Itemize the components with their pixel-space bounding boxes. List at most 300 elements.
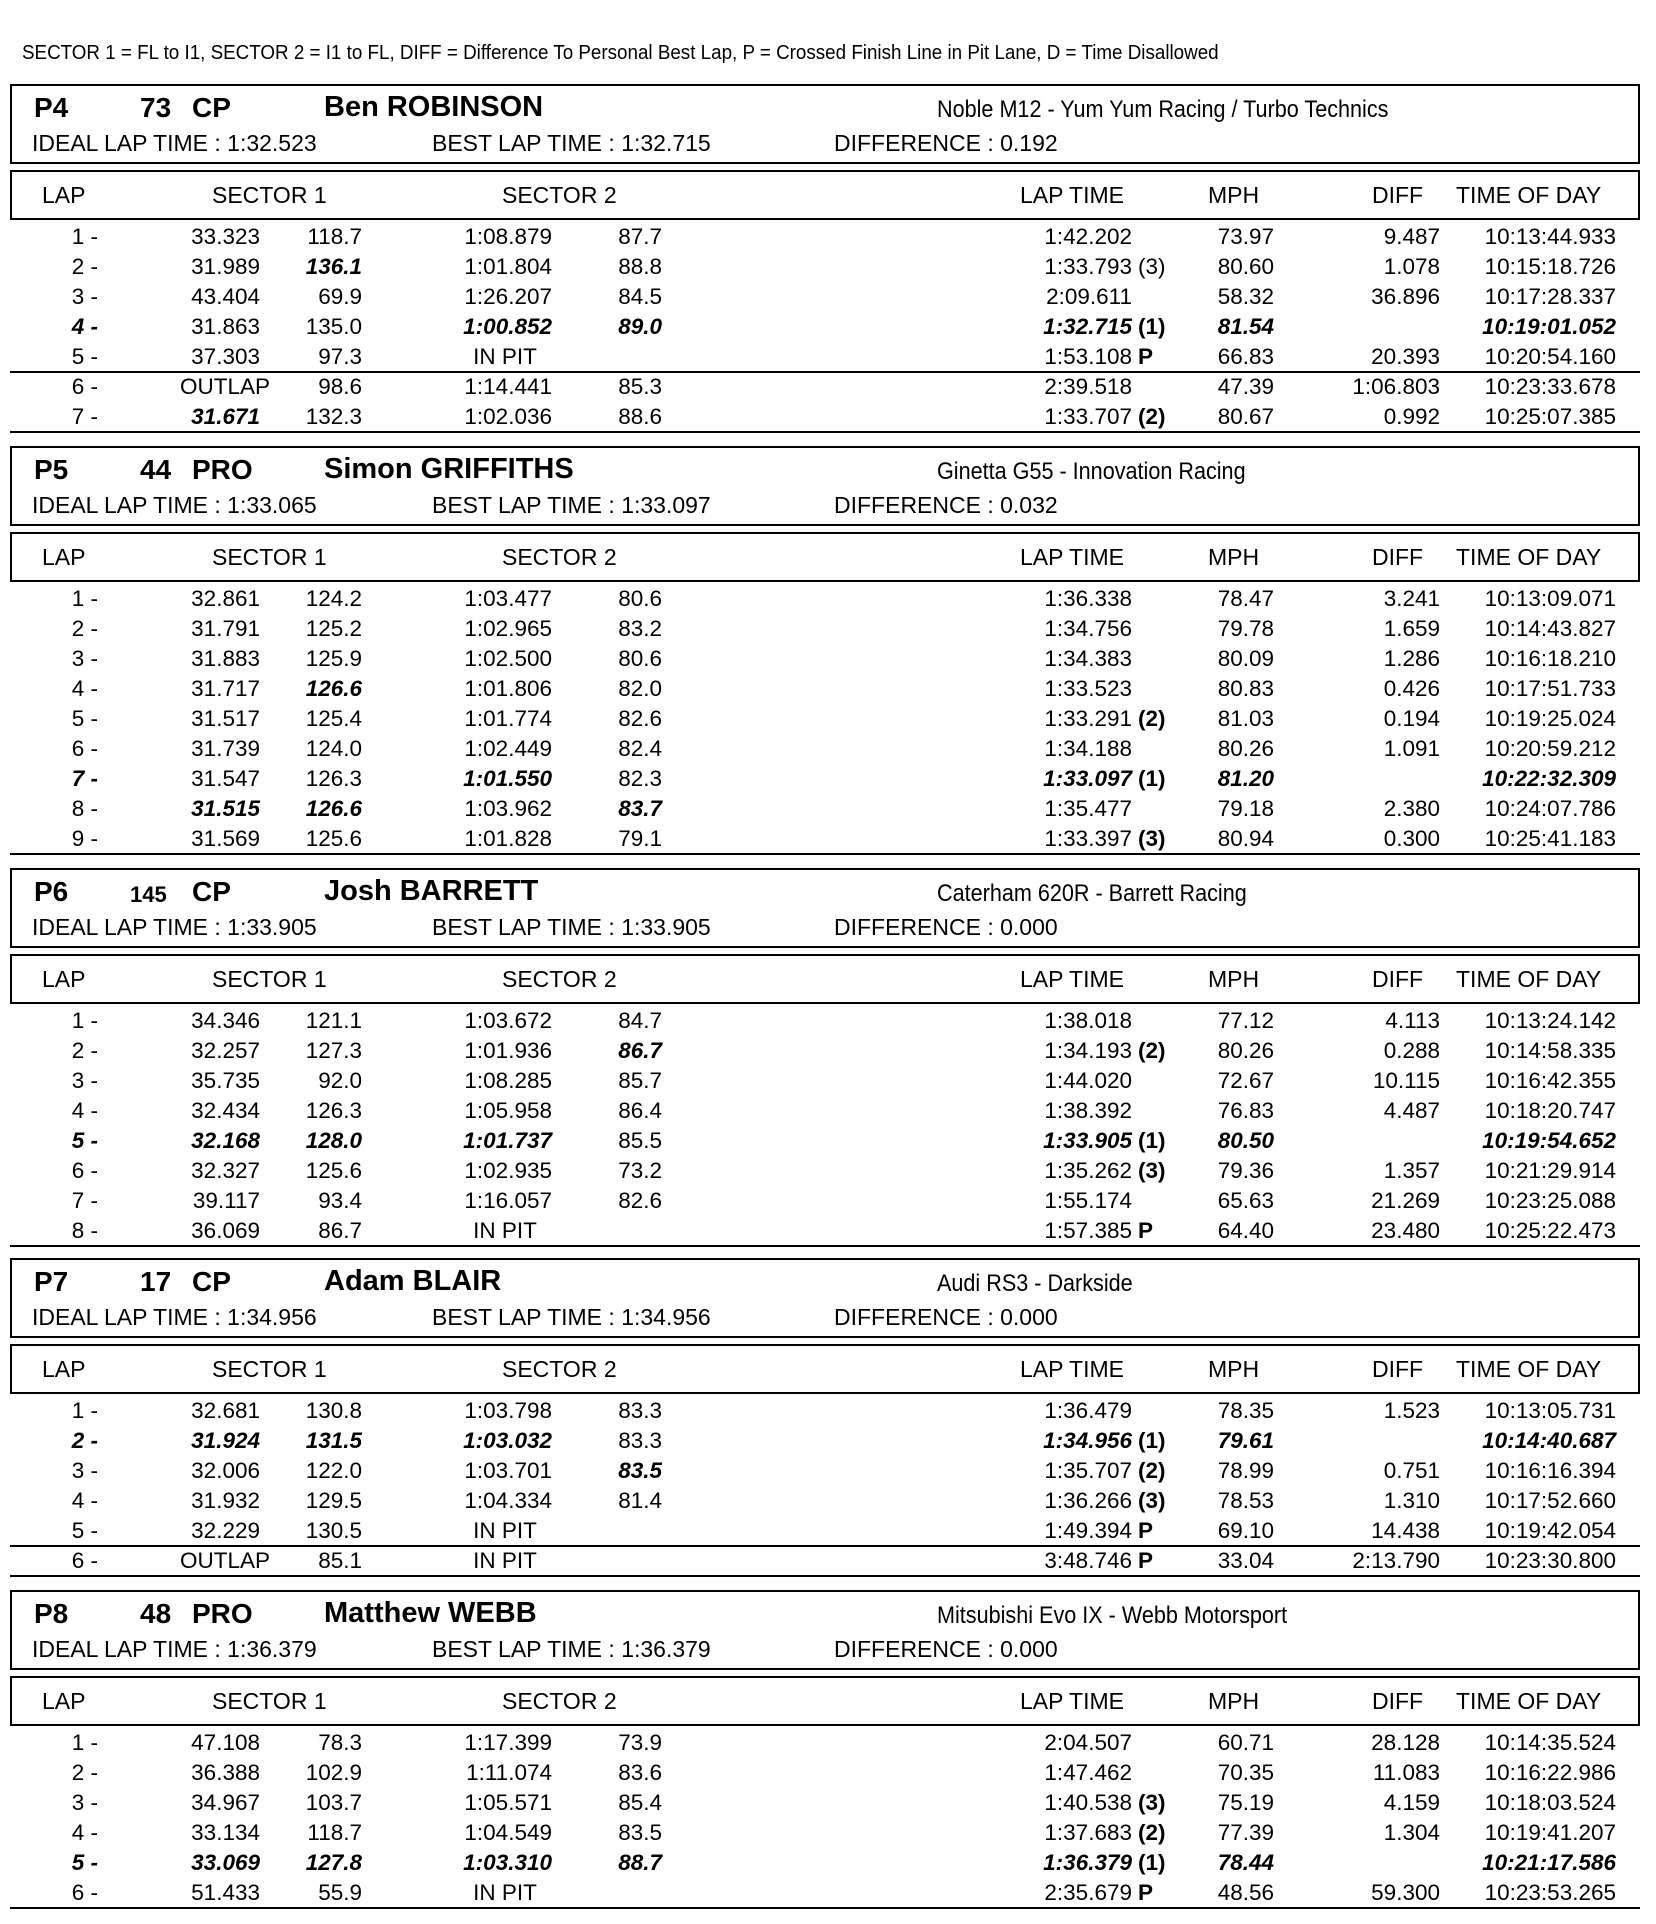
cell-tod: 10:19:54.652 xyxy=(1482,1128,1616,1153)
cell-s2: IN PIT xyxy=(473,1218,537,1243)
cell-diff: 1:06.803 xyxy=(1352,374,1440,399)
cell-s1-spd: 78.3 xyxy=(318,1730,362,1755)
cell-s2-spd: 88.6 xyxy=(618,404,662,429)
cell-diff: 0.194 xyxy=(1383,706,1440,731)
driver-header xyxy=(10,446,1640,526)
column-diff: DIFF xyxy=(1372,966,1424,992)
driver-name: Josh BARRETT xyxy=(324,875,539,907)
cell-s1: 31.515 xyxy=(191,796,260,821)
cell-s2-spd: 83.5 xyxy=(618,1458,662,1483)
cell-s2: IN PIT xyxy=(473,1518,537,1543)
cell-s1: 31.569 xyxy=(191,826,260,851)
cell-mph: 79.18 xyxy=(1217,796,1274,821)
lap-row xyxy=(10,734,1640,764)
cell-tod: 10:17:52.660 xyxy=(1484,1488,1616,1513)
cell-tod: 10:21:29.914 xyxy=(1484,1158,1616,1183)
cell-time: 2:39.518 xyxy=(1044,374,1132,399)
cell-mph: 66.83 xyxy=(1217,344,1274,369)
ideal-lap-time: IDEAL LAP TIME : 1:33.065 xyxy=(32,492,317,518)
cell-tod: 10:25:22.473 xyxy=(1484,1218,1616,1243)
cell-s2: 1:02.036 xyxy=(464,404,552,429)
cell-s1-spd: 118.7 xyxy=(307,1820,362,1845)
cell-s1: 51.433 xyxy=(191,1880,260,1905)
cell-lap: 3 - xyxy=(71,284,98,309)
cell-s1: 31.791 xyxy=(191,616,260,641)
cell-diff: 1.659 xyxy=(1383,616,1440,641)
column-mph: MPH xyxy=(1208,1356,1260,1382)
cell-mph: 79.78 xyxy=(1217,616,1274,641)
car-number: 73 xyxy=(140,92,172,123)
cell-s1-spd: 125.2 xyxy=(305,616,362,641)
ideal-lap-time: IDEAL LAP TIME : 1:36.379 xyxy=(32,1636,317,1662)
cell-s1: 34.346 xyxy=(191,1008,260,1033)
lap-row xyxy=(10,764,1640,794)
cell-s2-spd: 80.6 xyxy=(618,646,662,671)
column-lap-time: LAP TIME xyxy=(1020,544,1124,570)
cell-s2-spd: 88.7 xyxy=(618,1850,662,1875)
cell-s2-spd: 85.5 xyxy=(618,1128,662,1153)
cell-lap: 6 - xyxy=(71,374,98,399)
cell-s1-spd: 118.7 xyxy=(307,224,362,249)
cell-s2: IN PIT xyxy=(473,344,537,369)
cell-diff: 23.480 xyxy=(1371,1218,1440,1243)
cell-s2: 1:03.798 xyxy=(464,1398,552,1423)
cell-s1: 37.303 xyxy=(191,344,260,369)
cell-s2: 1:02.965 xyxy=(464,616,552,641)
cell-s2-spd: 86.7 xyxy=(618,1038,662,1063)
cell-time: 1:36.338 xyxy=(1044,586,1132,611)
cell-lap: 3 - xyxy=(71,1790,98,1815)
column-time-of-day: TIME OF DAY xyxy=(1456,1356,1602,1382)
cell-mph: 78.47 xyxy=(1217,586,1274,611)
cell-s2: 1:03.477 xyxy=(464,586,552,611)
cell-lap: 3 - xyxy=(71,646,98,671)
difference: DIFFERENCE : 0.000 xyxy=(834,1304,1058,1330)
cell-rank: (3) xyxy=(1138,1158,1166,1183)
cell-s2: 1:01.774 xyxy=(464,706,552,731)
cell-mph: 80.26 xyxy=(1217,736,1274,761)
cell-tod: 10:14:35.524 xyxy=(1484,1730,1616,1755)
column-sector1: SECTOR 1 xyxy=(212,182,327,208)
column-header xyxy=(10,1344,1640,1394)
cell-s1-spd: 97.3 xyxy=(318,344,362,369)
lap-row xyxy=(10,312,1640,342)
lap-row xyxy=(10,1126,1640,1156)
cell-diff: 59.300 xyxy=(1371,1880,1440,1905)
cell-s1-spd: 98.6 xyxy=(318,374,362,399)
cell-s1-spd: 136.1 xyxy=(305,254,362,279)
cell-s2: 1:08.285 xyxy=(464,1068,552,1093)
cell-s1-spd: 124.2 xyxy=(305,586,362,611)
cell-lap: 4 - xyxy=(71,314,98,339)
column-sector2: SECTOR 2 xyxy=(502,182,617,208)
cell-diff: 3.241 xyxy=(1383,586,1440,611)
cell-rank: (1) xyxy=(1138,1850,1166,1875)
column-sector2: SECTOR 2 xyxy=(502,966,617,992)
cell-diff: 0.992 xyxy=(1383,404,1440,429)
cell-mph: 80.60 xyxy=(1217,254,1274,279)
cell-s1-spd: 125.6 xyxy=(305,826,362,851)
driver-position: P8 xyxy=(34,1598,69,1629)
cell-s1-spd: 69.9 xyxy=(318,284,362,309)
cell-rank: (2) xyxy=(1138,706,1166,731)
cell-s1: 32.006 xyxy=(191,1458,260,1483)
cell-diff: 1.078 xyxy=(1383,254,1440,279)
cell-s2-spd: 83.5 xyxy=(618,1820,662,1845)
lap-row xyxy=(10,1396,1640,1426)
cell-s1-spd: 125.6 xyxy=(305,1158,362,1183)
cell-s2: 1:04.334 xyxy=(464,1488,552,1513)
column-sector2: SECTOR 2 xyxy=(502,544,617,570)
driver-position: P4 xyxy=(34,92,69,123)
driver-class: CP xyxy=(192,1266,231,1297)
column-sector1: SECTOR 1 xyxy=(212,1688,327,1714)
cell-time: 1:55.174 xyxy=(1044,1188,1132,1213)
cell-s2: 1:08.879 xyxy=(464,224,552,249)
cell-s1-spd: 103.7 xyxy=(305,1790,362,1815)
cell-s1: 31.989 xyxy=(191,254,260,279)
cell-tod: 10:17:51.733 xyxy=(1484,676,1616,701)
cell-mph: 69.10 xyxy=(1217,1518,1274,1543)
cell-rank: (3) xyxy=(1138,254,1166,279)
ideal-lap-time: IDEAL LAP TIME : 1:34.956 xyxy=(32,1304,317,1330)
cell-lap: 6 - xyxy=(71,1548,98,1573)
cell-time: 1:33.905 xyxy=(1043,1128,1132,1153)
driver-name: Ben ROBINSON xyxy=(324,91,544,123)
cell-s1-spd: 125.4 xyxy=(305,706,362,731)
legend: SECTOR 1 = FL to I1, SECTOR 2 = I1 to FL, DIFF = Difference To Personal Best Lap, P = Crossed Finish Line in Pit Lane, D = Time Disallowed xyxy=(22,42,1219,64)
cell-diff: 9.487 xyxy=(1383,224,1440,249)
cell-diff: 21.269 xyxy=(1371,1188,1440,1213)
cell-s2: 1:03.701 xyxy=(464,1458,552,1483)
difference: DIFFERENCE : 0.032 xyxy=(834,492,1058,518)
cell-tod: 10:14:40.687 xyxy=(1482,1428,1616,1453)
cell-tod: 10:19:41.207 xyxy=(1484,1820,1616,1845)
cell-time: 1:34.188 xyxy=(1044,736,1132,761)
cell-tod: 10:23:53.265 xyxy=(1484,1880,1616,1905)
cell-tod: 10:13:44.933 xyxy=(1484,224,1616,249)
cell-lap: 1 - xyxy=(71,224,98,249)
lap-row xyxy=(10,1728,1640,1758)
lap-row xyxy=(10,1156,1640,1186)
cell-time: 1:57.385 xyxy=(1044,1218,1132,1243)
cell-tod: 10:25:07.385 xyxy=(1484,404,1616,429)
cell-s1: 32.681 xyxy=(191,1398,260,1423)
cell-s1-spd: 127.3 xyxy=(305,1038,362,1063)
cell-time: 1:36.479 xyxy=(1044,1398,1132,1423)
lap-row xyxy=(10,644,1640,674)
column-sector1: SECTOR 1 xyxy=(212,1356,327,1382)
cell-tod: 10:24:07.786 xyxy=(1484,796,1616,821)
car-number: 44 xyxy=(140,454,172,485)
cell-s2: 1:11.074 xyxy=(466,1760,552,1785)
column-mph: MPH xyxy=(1208,182,1260,208)
column-time-of-day: TIME OF DAY xyxy=(1456,544,1602,570)
cell-diff: 0.426 xyxy=(1383,676,1440,701)
cell-s1: 39.117 xyxy=(192,1188,260,1213)
cell-time: 1:33.707 xyxy=(1044,404,1132,429)
cell-s1: 31.547 xyxy=(191,766,260,791)
cell-s1: 32.434 xyxy=(191,1098,260,1123)
cell-s2-spd: 82.4 xyxy=(618,736,662,761)
cell-s2-spd: 88.8 xyxy=(618,254,662,279)
cell-diff: 10.115 xyxy=(1372,1068,1440,1093)
cell-s2: 1:02.449 xyxy=(464,736,552,761)
cell-tod: 10:16:42.355 xyxy=(1484,1068,1616,1093)
cell-s1-spd: 125.9 xyxy=(305,646,362,671)
cell-s2: 1:03.032 xyxy=(463,1428,552,1453)
cell-time: 1:53.108 xyxy=(1044,344,1132,369)
cell-s2-spd: 83.3 xyxy=(618,1428,662,1453)
cell-s2-spd: 84.7 xyxy=(618,1008,662,1033)
cell-time: 1:33.397 xyxy=(1044,826,1132,851)
lap-row xyxy=(10,704,1640,734)
cell-s2: IN PIT xyxy=(473,1548,537,1573)
cell-mph: 79.61 xyxy=(1217,1428,1274,1453)
cell-diff: 1.091 xyxy=(1383,736,1440,761)
row-separator xyxy=(10,853,1640,855)
cell-rank: (2) xyxy=(1138,1458,1166,1483)
cell-s2: 1:02.935 xyxy=(464,1158,552,1183)
cell-s1-spd: 126.6 xyxy=(305,796,362,821)
row-separator xyxy=(10,1245,1640,1247)
cell-s1: 33.069 xyxy=(191,1850,260,1875)
cell-lap: 2 - xyxy=(71,1038,98,1063)
cell-s2: 1:26.207 xyxy=(464,284,552,309)
cell-tod: 10:23:33.678 xyxy=(1484,374,1616,399)
cell-s2-spd: 83.2 xyxy=(618,616,662,641)
cell-rank: (3) xyxy=(1138,1488,1166,1513)
column-header xyxy=(10,1676,1640,1726)
cell-s1-spd: 93.4 xyxy=(318,1188,362,1213)
cell-mph: 77.39 xyxy=(1217,1820,1274,1845)
cell-lap: 5 - xyxy=(71,344,98,369)
cell-s2: 1:02.500 xyxy=(464,646,552,671)
cell-s1: 31.863 xyxy=(191,314,260,339)
cell-s1: 43.404 xyxy=(191,284,260,309)
column-sector1: SECTOR 1 xyxy=(212,544,327,570)
cell-s1: OUTLAP xyxy=(179,374,271,399)
cell-s2-spd: 82.3 xyxy=(618,766,662,791)
cell-mph: 80.94 xyxy=(1217,826,1274,851)
cell-s1-spd: 92.0 xyxy=(318,1068,362,1093)
cell-s2-spd: 87.7 xyxy=(618,224,662,249)
cell-mph: 64.40 xyxy=(1217,1218,1274,1243)
driver-position: P6 xyxy=(34,876,69,907)
driver-name: Matthew WEBB xyxy=(324,1597,537,1629)
cell-mph: 79.36 xyxy=(1217,1158,1274,1183)
lap-row xyxy=(10,372,1640,402)
cell-rank: (1) xyxy=(1138,1428,1166,1453)
driver-name: Simon GRIFFITHS xyxy=(324,453,574,485)
column-sector2: SECTOR 2 xyxy=(502,1688,617,1714)
driver-position: P5 xyxy=(34,454,69,485)
cell-mph: 65.63 xyxy=(1217,1188,1274,1213)
cell-rank: P xyxy=(1138,1518,1154,1543)
cell-lap: 1 - xyxy=(71,1008,98,1033)
cell-mph: 60.71 xyxy=(1217,1730,1274,1755)
cell-mph: 81.54 xyxy=(1217,314,1274,339)
cell-diff: 1.286 xyxy=(1383,646,1440,671)
cell-s2-spd: 73.2 xyxy=(618,1158,662,1183)
cell-s1: 31.517 xyxy=(191,706,260,731)
cell-diff: 0.300 xyxy=(1383,826,1440,851)
cell-lap: 1 - xyxy=(71,1730,98,1755)
cell-rank: P xyxy=(1138,344,1154,369)
cell-lap: 5 - xyxy=(71,1518,98,1543)
cell-s1-spd: 124.0 xyxy=(305,736,362,761)
cell-time: 1:35.707 xyxy=(1044,1458,1132,1483)
lap-row xyxy=(10,1186,1640,1216)
row-separator xyxy=(10,431,1640,433)
lap-row xyxy=(10,282,1640,312)
column-time-of-day: TIME OF DAY xyxy=(1456,966,1602,992)
car-and-team: Audi RS3 - Darkside xyxy=(937,1270,1133,1297)
lap-row xyxy=(10,1546,1640,1576)
cell-s1-spd: 122.0 xyxy=(305,1458,362,1483)
driver-class: CP xyxy=(192,876,231,907)
column-mph: MPH xyxy=(1208,544,1260,570)
cell-time: 1:34.193 xyxy=(1044,1038,1132,1063)
cell-time: 1:32.715 xyxy=(1043,314,1132,339)
lap-row xyxy=(10,1878,1640,1908)
cell-lap: 9 - xyxy=(71,826,98,851)
lap-row xyxy=(10,1096,1640,1126)
lap-row xyxy=(10,1066,1640,1096)
cell-mph: 78.35 xyxy=(1217,1398,1274,1423)
cell-time: 1:38.018 xyxy=(1044,1008,1132,1033)
lap-row xyxy=(10,252,1640,282)
cell-mph: 78.44 xyxy=(1217,1850,1274,1875)
cell-lap: 5 - xyxy=(71,1128,98,1153)
cell-s2: 1:05.958 xyxy=(464,1098,552,1123)
cell-diff: 2:13.790 xyxy=(1352,1548,1440,1573)
cell-lap: 4 - xyxy=(71,1098,98,1123)
cell-lap: 8 - xyxy=(71,1218,98,1243)
cell-lap: 4 - xyxy=(71,676,98,701)
column-lap: LAP xyxy=(42,966,86,992)
cell-time: 1:34.956 xyxy=(1043,1428,1132,1453)
cell-mph: 78.53 xyxy=(1217,1488,1274,1513)
cell-tod: 10:18:03.524 xyxy=(1484,1790,1616,1815)
lap-row xyxy=(10,1848,1640,1878)
lap-row xyxy=(10,1036,1640,1066)
cell-s2-spd: 83.3 xyxy=(618,1398,662,1423)
cell-s2-spd: 73.9 xyxy=(618,1730,662,1755)
cell-mph: 78.99 xyxy=(1217,1458,1274,1483)
cell-tod: 10:16:16.394 xyxy=(1484,1458,1616,1483)
cell-s1: 36.388 xyxy=(191,1760,260,1785)
cell-lap: 2 - xyxy=(71,1760,98,1785)
cell-tod: 10:18:20.747 xyxy=(1484,1098,1616,1123)
column-lap: LAP xyxy=(42,1356,86,1382)
lap-row xyxy=(10,222,1640,252)
cell-lap: 3 - xyxy=(71,1458,98,1483)
cell-tod: 10:20:54.160 xyxy=(1484,344,1616,369)
lap-row xyxy=(10,614,1640,644)
lap-row xyxy=(10,1818,1640,1848)
lap-row xyxy=(10,824,1640,854)
cell-s2: 1:16.057 xyxy=(464,1188,552,1213)
cell-mph: 77.12 xyxy=(1217,1008,1274,1033)
car-number: 17 xyxy=(140,1266,172,1297)
cell-tod: 10:16:22.986 xyxy=(1484,1760,1616,1785)
row-separator xyxy=(10,1575,1640,1577)
cell-lap: 4 - xyxy=(71,1488,98,1513)
cell-mph: 80.50 xyxy=(1217,1128,1274,1153)
column-lap: LAP xyxy=(42,182,86,208)
ideal-lap-time: IDEAL LAP TIME : 1:33.905 xyxy=(32,914,317,940)
cell-s1: 32.168 xyxy=(191,1128,260,1153)
driver-header xyxy=(10,868,1640,948)
cell-s2-spd: 85.4 xyxy=(618,1790,662,1815)
cell-mph: 81.20 xyxy=(1217,766,1274,791)
cell-rank: (3) xyxy=(1138,826,1166,851)
cell-lap: 6 - xyxy=(71,1880,98,1905)
cell-tod: 10:17:28.337 xyxy=(1484,284,1616,309)
cell-s1-spd: 128.0 xyxy=(305,1128,362,1153)
driver-class: PRO xyxy=(192,454,253,485)
cell-time: 1:47.462 xyxy=(1044,1760,1132,1785)
cell-s2-spd: 82.6 xyxy=(618,1188,662,1213)
cell-mph: 58.32 xyxy=(1217,284,1274,309)
lap-row xyxy=(10,342,1640,372)
cell-rank: (3) xyxy=(1138,1790,1166,1815)
cell-s1: 32.861 xyxy=(191,586,260,611)
cell-rank: P xyxy=(1138,1880,1154,1905)
difference: DIFFERENCE : 0.000 xyxy=(834,914,1058,940)
column-mph: MPH xyxy=(1208,1688,1260,1714)
cell-tod: 10:19:42.054 xyxy=(1484,1518,1616,1543)
cell-diff: 0.288 xyxy=(1383,1038,1440,1063)
cell-s1-spd: 131.5 xyxy=(305,1428,362,1453)
cell-s2: 1:01.806 xyxy=(464,676,552,701)
cell-s2: 1:00.852 xyxy=(463,314,552,339)
driver-position: P7 xyxy=(34,1266,69,1297)
cell-diff: 1.357 xyxy=(1383,1158,1440,1183)
cell-lap: 1 - xyxy=(71,586,98,611)
column-lap-time: LAP TIME xyxy=(1020,966,1124,992)
car-number: 145 xyxy=(130,882,167,907)
cell-lap: 2 - xyxy=(71,1428,98,1453)
cell-time: 1:38.392 xyxy=(1044,1098,1132,1123)
cell-time: 1:37.683 xyxy=(1044,1820,1132,1845)
best-lap-time: BEST LAP TIME : 1:33.905 xyxy=(432,914,711,940)
cell-s2: 1:01.550 xyxy=(463,766,552,791)
cell-s2-spd: 79.1 xyxy=(618,826,662,851)
lap-row xyxy=(10,794,1640,824)
cell-s1: 31.717 xyxy=(191,676,260,701)
cell-lap: 7 - xyxy=(71,1188,98,1213)
cell-s1: 47.108 xyxy=(191,1730,260,1755)
cell-s1: 33.323 xyxy=(191,224,260,249)
car-and-team: Ginetta G55 - Innovation Racing xyxy=(937,458,1246,485)
column-sector1: SECTOR 1 xyxy=(212,966,327,992)
cell-s2: 1:01.828 xyxy=(464,826,552,851)
cell-time: 2:04.507 xyxy=(1044,1730,1132,1755)
cell-s1-spd: 85.1 xyxy=(318,1548,362,1573)
cell-tod: 10:13:09.071 xyxy=(1484,586,1616,611)
cell-s2: 1:03.672 xyxy=(464,1008,552,1033)
cell-s1-spd: 135.0 xyxy=(305,314,362,339)
cell-rank: P xyxy=(1138,1548,1154,1573)
cell-mph: 80.67 xyxy=(1217,404,1274,429)
cell-mph: 70.35 xyxy=(1217,1760,1274,1785)
cell-tod: 10:16:18.210 xyxy=(1484,646,1616,671)
cell-tod: 10:21:17.586 xyxy=(1482,1850,1616,1875)
cell-tod: 10:15:18.726 xyxy=(1484,254,1616,279)
cell-tod: 10:13:24.142 xyxy=(1484,1008,1616,1033)
